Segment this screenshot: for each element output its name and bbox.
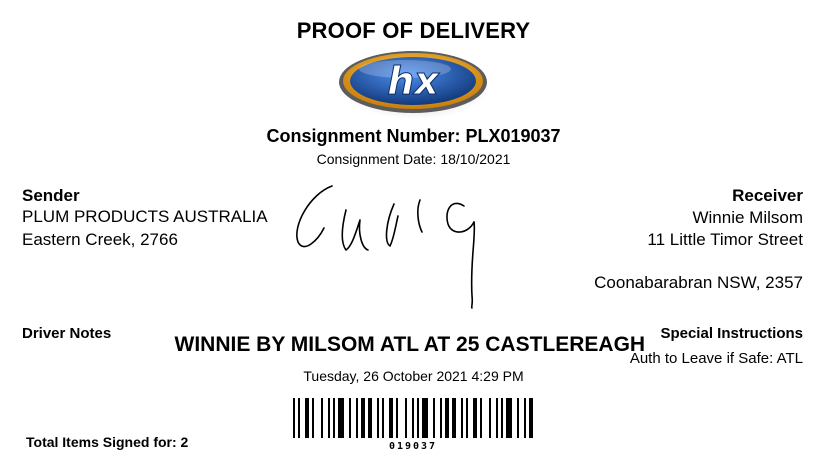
barcode-bar (305, 398, 309, 438)
barcode-bar (489, 398, 491, 438)
barcode-bar (452, 398, 456, 438)
barcode-bar (480, 398, 482, 438)
logo-text: hx (387, 59, 439, 103)
barcode-bar (496, 398, 498, 438)
barcode-bar (321, 398, 323, 438)
receiver-city: Coonabarabran NSW, 2357 (594, 273, 803, 292)
barcode-bar (338, 398, 344, 438)
barcode-bar (440, 398, 442, 438)
special-instructions-heading: Special Instructions (660, 325, 803, 342)
barcode-bar (298, 398, 300, 438)
barcode-bar (361, 398, 365, 438)
document-title: PROOF OF DELIVERY (296, 18, 531, 43)
sender-address: Eastern Creek, 2766 (22, 230, 178, 249)
total-items-signed: Total Items Signed for: 2 (26, 434, 189, 450)
barcode-bar (382, 398, 384, 438)
barcode-bar (405, 398, 407, 438)
barcode-bar (396, 398, 398, 438)
barcode-number: 019037 (388, 441, 438, 452)
driver-notes-heading: Driver Notes (22, 325, 112, 342)
barcode-bar (349, 398, 351, 438)
barcode-bar (389, 398, 393, 438)
sender-heading: Sender (22, 186, 80, 205)
receiver-street: 11 Little Timor Street (647, 230, 803, 249)
barcode-bar (328, 398, 330, 438)
barcode-bar (377, 398, 379, 438)
consignment-date: Consignment Date: 18/10/2021 (316, 151, 511, 167)
barcode-bar (422, 398, 428, 438)
barcode-bar (501, 398, 503, 438)
barcode-bar (461, 398, 463, 438)
receiver-name: Winnie Milsom (692, 208, 803, 227)
barcode-bar (506, 398, 512, 438)
sender-name: PLUM PRODUCTS AUSTRALIA (22, 207, 268, 226)
barcode-bar (356, 398, 358, 438)
barcode (293, 398, 533, 438)
barcode-bar (433, 398, 435, 438)
barcode-bar (333, 398, 335, 438)
special-instructions-text: Auth to Leave if Safe: ATL (629, 350, 803, 367)
driver-note: WINNIE BY MILSOM ATL AT 25 CASTLEREAGH (174, 333, 646, 356)
sender-name-clip (22, 207, 272, 229)
consignment-number: Consignment Number: PLX019037 (266, 126, 561, 146)
barcode-bar (293, 398, 295, 438)
barcode-bar (529, 398, 533, 438)
barcode-bar (517, 398, 519, 438)
barcode-bar (417, 398, 419, 438)
handwritten-signature (290, 176, 530, 310)
barcode-bar (524, 398, 526, 438)
hx-logo (335, 45, 491, 121)
barcode-bar (312, 398, 314, 438)
barcode-bar (412, 398, 414, 438)
barcode-bar (445, 398, 449, 438)
barcode-bar (368, 398, 372, 438)
driver-note-clip (174, 333, 646, 361)
signed-datetime: Tuesday, 26 October 2021 4:29 PM (303, 368, 524, 384)
receiver-heading: Receiver (732, 186, 803, 205)
barcode-bar (466, 398, 468, 438)
barcode-bar (473, 398, 477, 438)
